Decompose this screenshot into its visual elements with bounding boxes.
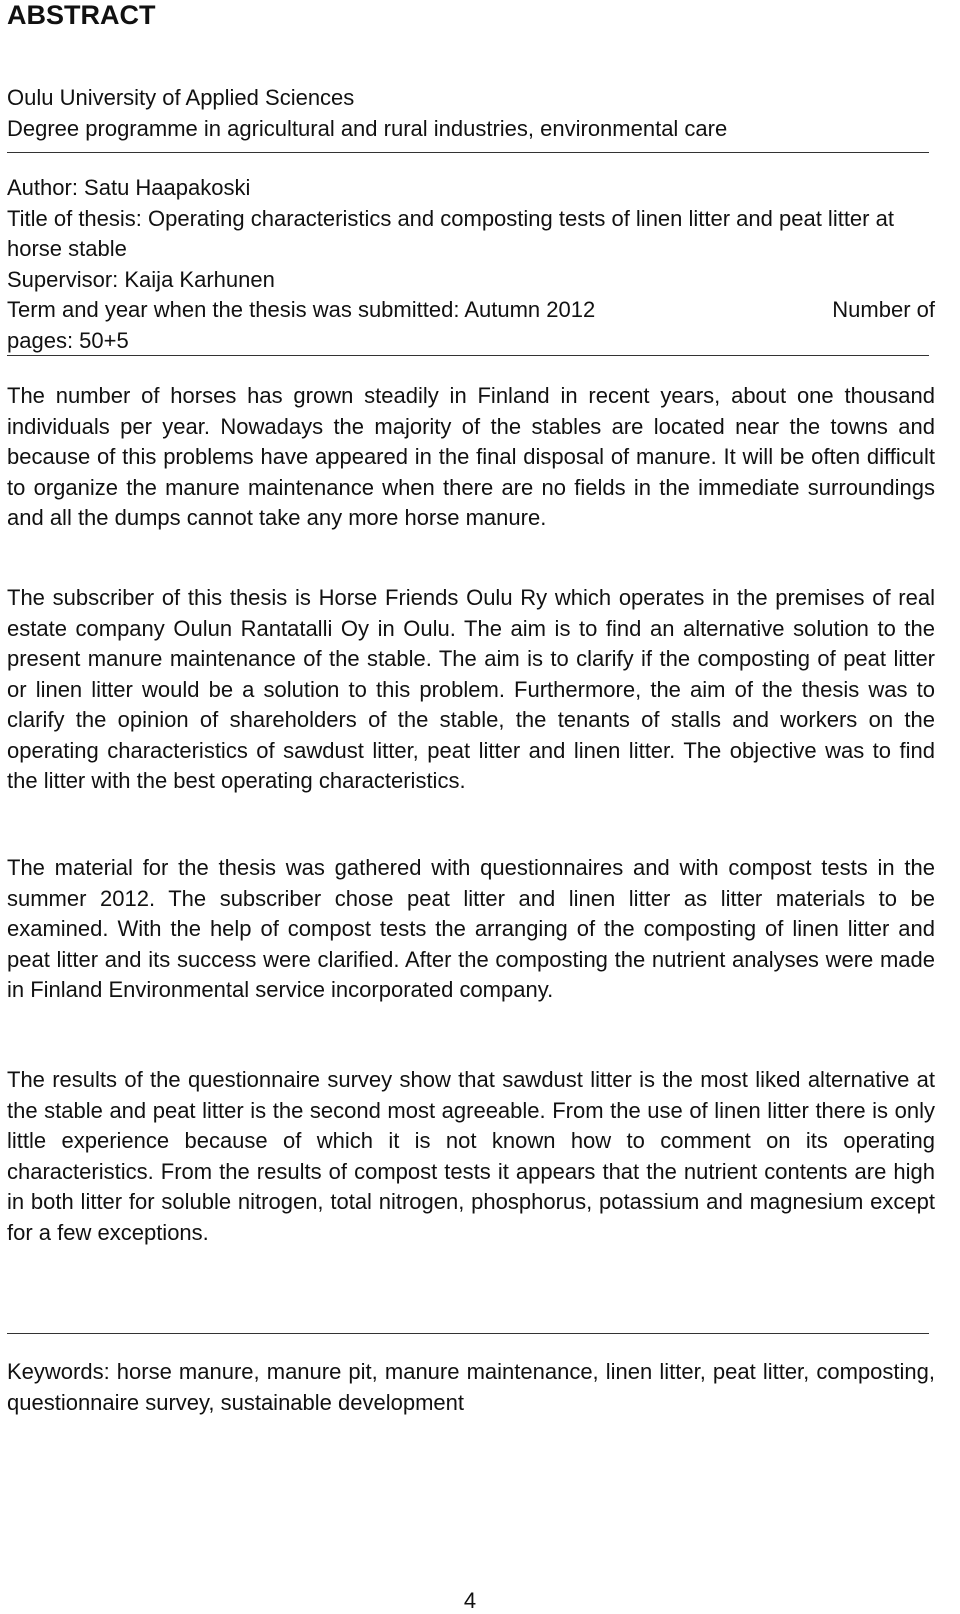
abstract-text-1: The number of horses has grown steadily in Finland in recent years, about one thousand individuals per year. Nowadays the majority of the stables are located near the towns and because of this problems have appeared in the final disposal of manure. It will be often difficult to organize the manure maintenance when there are no fields in the immediate surroundings and all the dumps cannot take any more horse manure. xyxy=(7,383,935,530)
abstract-paragraph-1 xyxy=(7,381,935,534)
thesis-title-line: Title of thesis: Operating characteristics and composting tests of linen litter and peat litter at horse stable xyxy=(7,205,894,261)
abstract-paragraph-3 xyxy=(7,853,935,1006)
term-line: Term and year when the thesis was submitted: Autumn 2012 xyxy=(7,297,596,322)
page-number: 4 xyxy=(463,1588,477,1613)
pages-label: Number of xyxy=(832,297,935,322)
degree-programme: Degree programme in agricultural and rural industries, environmental care xyxy=(7,115,728,141)
keywords-block xyxy=(7,1357,935,1418)
abstract-text-4: The results of the questionnaire survey show that sawdust litter is the most liked alternative at the stable and peat litter is the second most agreeable. From the use of linen litter there is only little experience because of which it is not known how to comment on its operating characteristics. From the results of compost tests it appears that the nutrient contents are high in both litter for soluble nitrogen, total nitrogen, phosphorus, potassium and magnesium except for a few exceptions. xyxy=(7,1067,935,1245)
university-name: Oulu University of Applied Sciences xyxy=(7,85,355,110)
divider-middle xyxy=(7,355,929,356)
abstract-text-2: The subscriber of this thesis is Horse Friends Oulu Ry which operates in the premises of real estate company Oulun Rantatalli Oy in Oulu. The aim is to find an alternative solution to the present manure maintenance of the stable. The aim is to clarify if the composting of peat litter or linen litter would be a solution to this problem. Furthermore, the aim of the thesis was to clarify the opinion of shareholders of the stable, the tenants of stalls and workers on the operating characteristics of sawdust litter, peat litter and linen litter. The objective was to find the litter with the best operating characteristics. xyxy=(7,585,935,793)
abstract-paragraph-2 xyxy=(7,583,935,797)
author-line: Author: Satu Haapakoski xyxy=(7,175,251,200)
thesis-info-block xyxy=(7,173,935,356)
term-and-pages-line xyxy=(7,295,935,326)
page-title: ABSTRACT xyxy=(7,0,156,30)
divider-top xyxy=(7,152,929,153)
abstract-paragraph-4 xyxy=(7,1065,935,1248)
keywords-line: Keywords: horse manure, manure pit, manure maintenance, linen litter, peat litter, composting, questionnaire survey, sustainable development xyxy=(7,1359,935,1415)
institution-block xyxy=(7,83,935,144)
abstract-text-3: The material for the thesis was gathered with questionnaires and with compost tests in the summer 2012. The subscriber chose peat litter and linen litter as litter materials to be examined. With the help of compost tests the arranging of the composting of linen litter and peat litter and its success were clarified. After the composting the nutrient analyses were made in Finland Environmental service incorporated company. xyxy=(7,855,935,1002)
divider-bottom xyxy=(7,1333,929,1334)
pages-value: pages: 50+5 xyxy=(7,327,129,353)
supervisor-line: Supervisor: Kaija Karhunen xyxy=(7,266,275,292)
